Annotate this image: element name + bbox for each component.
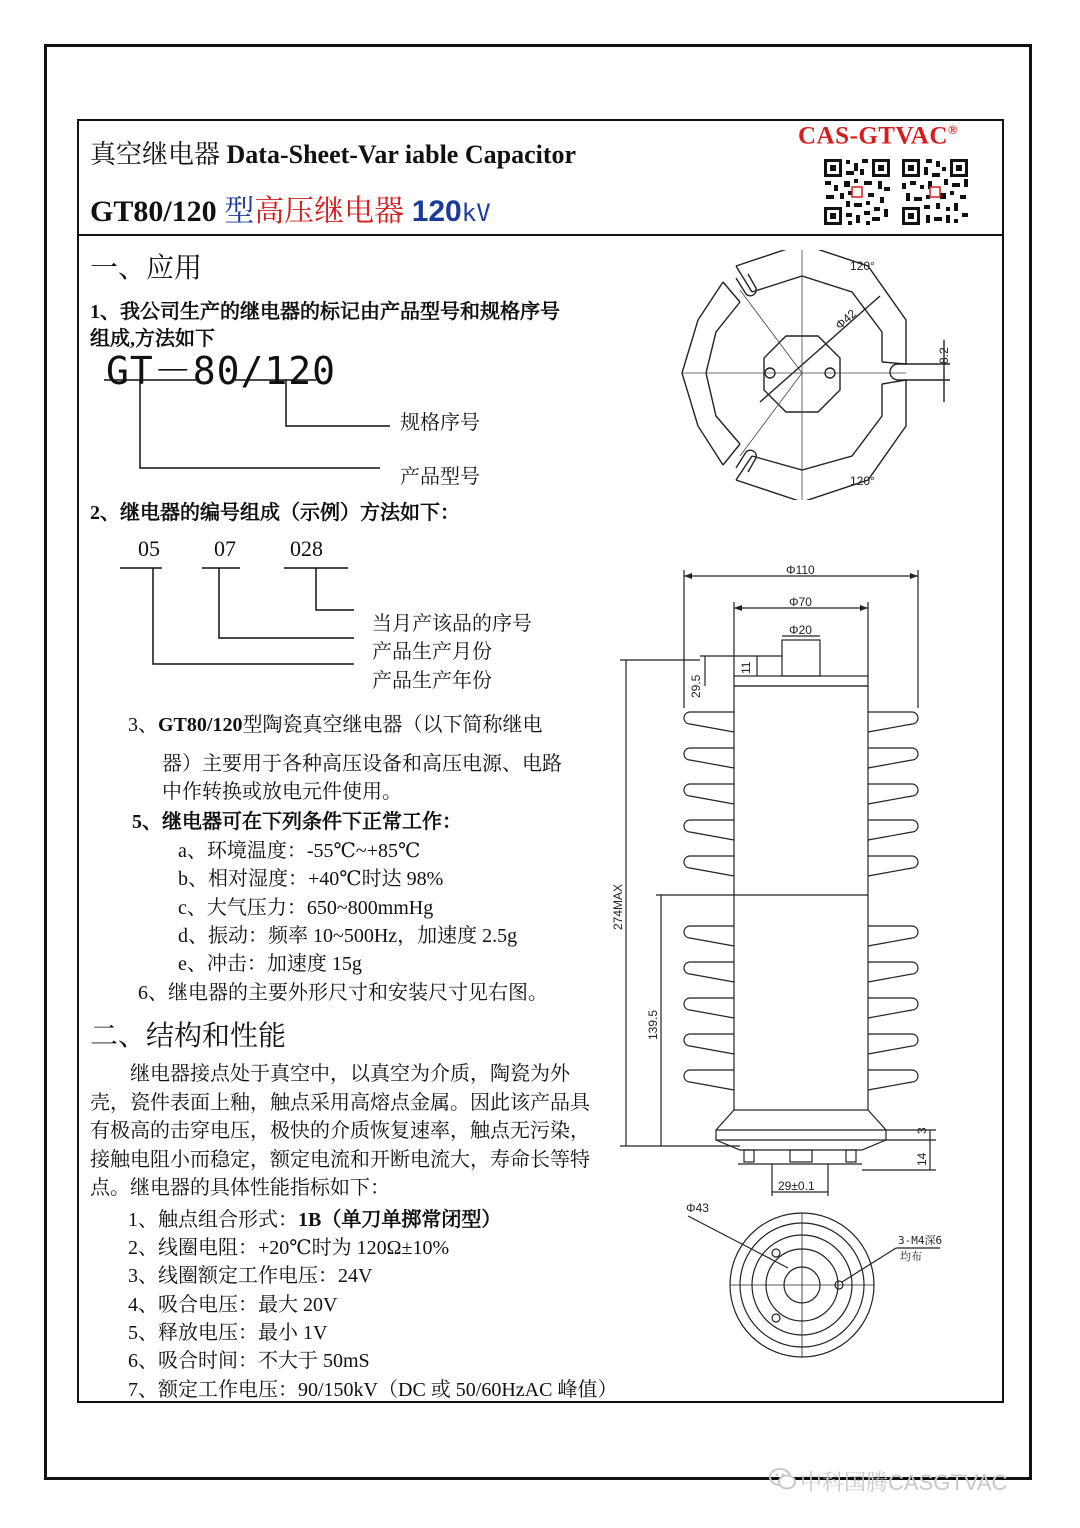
dim-274max-label: 274MAX (611, 883, 625, 930)
datasheet-title (90, 134, 576, 171)
spec-item: 7、额定工作电压：90/150kV（DC 或 50/60HzAC 峰值） (128, 1379, 618, 1401)
side-view-drawing (605, 560, 950, 1200)
code-dash: － (153, 349, 193, 393)
code-part-spec: 80/120 (192, 349, 337, 393)
serial-month: 07 (214, 536, 236, 561)
slot-width-label: 8.2 (937, 347, 951, 364)
spec-item (128, 1203, 501, 1232)
product-name: 高压继电器 (254, 195, 405, 228)
bottom-angle-label: 120° (850, 474, 875, 488)
label-production-month: 产品生产月份 (372, 641, 492, 663)
spec-bold: 1B (298, 1209, 322, 1231)
title-en: Data-Sheet-Var iable Capacitor (226, 140, 577, 169)
condition-vibration: d、振动：频率 10~500Hz，加速度 2.5g (178, 925, 518, 947)
spec-item: 6、吸合时间：不大于 50mS (128, 1350, 370, 1372)
item2-text: 2、继电器的编号组成（示例）方法如下： (90, 502, 460, 524)
spec-item: 5、释放电压：最小 1V (128, 1322, 328, 1344)
bottom-view-drawing (680, 1198, 950, 1398)
brand-text: CAS-GTVAC (798, 122, 948, 150)
serial-leader-lines (118, 566, 358, 670)
condition-temperature: a、环境温度：-55℃~+85℃ (178, 840, 421, 862)
item5-text: 5、继电器可在下列条件下正常工作： (132, 811, 462, 833)
model-number: GT80/120 (90, 195, 217, 228)
condition-shock: e、冲击：加速度 15g (178, 953, 362, 975)
dia-110-label: Φ110 (786, 563, 815, 577)
spec-item: 3、线圈额定工作电压：24V (128, 1265, 373, 1287)
voltage-unit: kV (461, 199, 491, 227)
title-cn: 真空继电器 (90, 140, 221, 169)
item3-prefix: 3、 (128, 714, 158, 736)
label-production-year: 产品生产年份 (372, 670, 492, 692)
header-divider (77, 234, 1004, 236)
item3-text: 型陶瓷真空继电器（以下简称继电 (242, 714, 543, 736)
spec-suffix: （单刀单掷常闭型） (321, 1209, 502, 1231)
qr-code-icon (822, 157, 892, 227)
dia-70-label: Φ70 (789, 595, 812, 609)
mount-hole-note: 均布 (900, 1251, 922, 1263)
dim-3-label: 3 (915, 1127, 929, 1134)
top-view-drawing (672, 250, 972, 500)
mount-hole-label: 3-M4深6 (898, 1234, 943, 1247)
top-angle-label: 120° (850, 259, 875, 273)
bottom-dia-label: Φ43 (686, 1201, 709, 1215)
dim-14-label: 14 (915, 1152, 929, 1166)
dim-29-5-label: 29.5 (689, 674, 703, 698)
octagon-diameter-label: Φ42 (832, 306, 860, 333)
qr-code-icon (900, 157, 970, 227)
structure-paragraph: 继电器接点处于真空中，以真空为介质，陶瓷为外壳，瓷件表面上釉，触点采用高熔点金属。因此该产品具有极高的击穿电压，极快的介质恢复速率，触点无污染，接触电阻小而稳定，额定电流和开断电流大，寿命长等特点。继电器的具体性能指标如下： (90, 1063, 590, 1199)
dia-20-label: Φ20 (789, 623, 812, 637)
type-word: 型 (224, 195, 255, 228)
serial-year: 05 (138, 536, 160, 561)
wechat-icon (768, 1466, 798, 1492)
label-monthly-sequence: 当月产该品的序号 (372, 613, 532, 635)
item3-line2: 器）主要用于各种高压设备和高压电源、电路 (162, 753, 562, 775)
label-spec-number: 规格序号 (400, 412, 480, 434)
item6-text: 6、继电器的主要外形尺寸和安装尺寸见右图。 (138, 982, 548, 1004)
watermark-text: 中科国腾CASGTVAC (800, 1470, 1008, 1495)
serial-sequence: 028 (290, 536, 323, 561)
condition-pressure: c、大气压力：650~800mmHg (178, 897, 434, 919)
dim-11-label: 11 (739, 661, 753, 674)
item3-line1 (128, 708, 542, 737)
product-title (90, 186, 491, 230)
label-product-model: 产品型号 (400, 466, 480, 488)
section-heading-application: 一、应用 (90, 253, 203, 284)
dim-139-5-label: 139.5 (646, 1009, 660, 1040)
section-heading-structure: 二、结构和性能 (90, 1021, 287, 1052)
item1-text: 1、我公司生产的继电器的标记由产品型号和规格序号 (90, 301, 560, 323)
dim-29-tol-label: 29±0.1 (778, 1179, 815, 1193)
brand-logo (798, 122, 958, 150)
voltage-value: 120 (411, 195, 462, 228)
condition-humidity: b、相对湿度：+40℃时达 98% (178, 868, 444, 890)
model-code-leader-lines (100, 378, 400, 478)
spec-item: 2、线圈电阻：+20℃时为 120Ω±10% (128, 1237, 450, 1259)
item1-text-cont: 组成,方法如下 (90, 328, 215, 350)
spec-item: 4、吸合电压：最大 20V (128, 1294, 338, 1316)
item3-line3: 中作转换或放电元件使用。 (162, 781, 402, 803)
item3-model: GT80/120 (158, 714, 243, 736)
code-part-series: GT (106, 349, 154, 393)
brand-registered-mark: ® (947, 122, 959, 137)
spec-text: 1、触点组合形式： (128, 1209, 298, 1231)
